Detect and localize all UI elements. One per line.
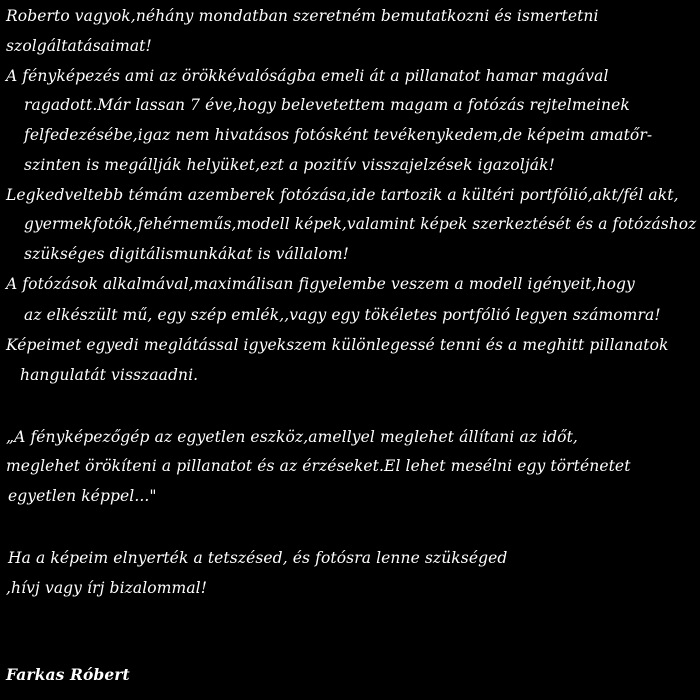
intro-line-2: szolgáltatásaimat! — [6, 37, 152, 55]
photography-line-4: szinten is megállják helyüket,ezt a pozitív visszajelzések igazolják! — [24, 156, 555, 174]
topics-line-2: gyermekfotók,fehérneműs,modell képek,valamint képek szerkeztését és a fotózáshoz — [24, 215, 697, 233]
sessions-line-2: az elkészült mű, egy szép emlék,,vagy egy tökéletes portfólió legyen számomra! — [24, 306, 661, 324]
quote-line-3: egyetlen képpel..." — [8, 487, 157, 505]
contact-line-1: Ha a képeim elnyerték a tetszésed, és fotósra lenne szükséged — [8, 549, 508, 567]
intro-line-1: Roberto vagyok,néhány mondatban szeretném bemutatkozni és ismertetni — [6, 7, 599, 25]
signature: Farkas Róbert — [6, 665, 130, 684]
quote-line-1: „A fényképezőgép az egyetlen eszköz,amellyel meglehet állítani az időt, — [6, 428, 578, 446]
sessions-line-1: A fotózások alkalmával,maximálisan figyelembe veszem a modell igényeit,hogy — [6, 275, 635, 293]
photography-line-3: felfedezésébe,igaz nem hivatásos fotósként tevékenykedem,de képeim amatőr- — [24, 126, 653, 144]
topics-line-3: szükséges digitálismunkákat is vállalom! — [24, 245, 349, 263]
photography-line-2: ragadott.Már lassan 7 éve,hogy belevetettem magam a fotózás rejtelmeinek — [24, 96, 630, 114]
quote-line-2: meglehet örökíteni a pillanatot és az érzéseket.El lehet mesélni egy történetet — [6, 457, 631, 475]
style-line-2: hangulatát visszaadni. — [20, 366, 199, 384]
contact-line-2: ,hívj vagy írj bizalommal! — [6, 579, 208, 597]
topics-line-1: Legkedveltebb témám azemberek fotózása,ide tartozik a kültéri portfólió,akt/fél akt, — [6, 186, 679, 204]
style-line-1: Képeimet egyedi meglátással igyekszem különlegessé tenni és a meghitt pillanatok — [6, 336, 669, 354]
photography-line-1: A fényképezés ami az örökkévalóságba emeli át a pillanatot hamar magával — [6, 67, 609, 85]
